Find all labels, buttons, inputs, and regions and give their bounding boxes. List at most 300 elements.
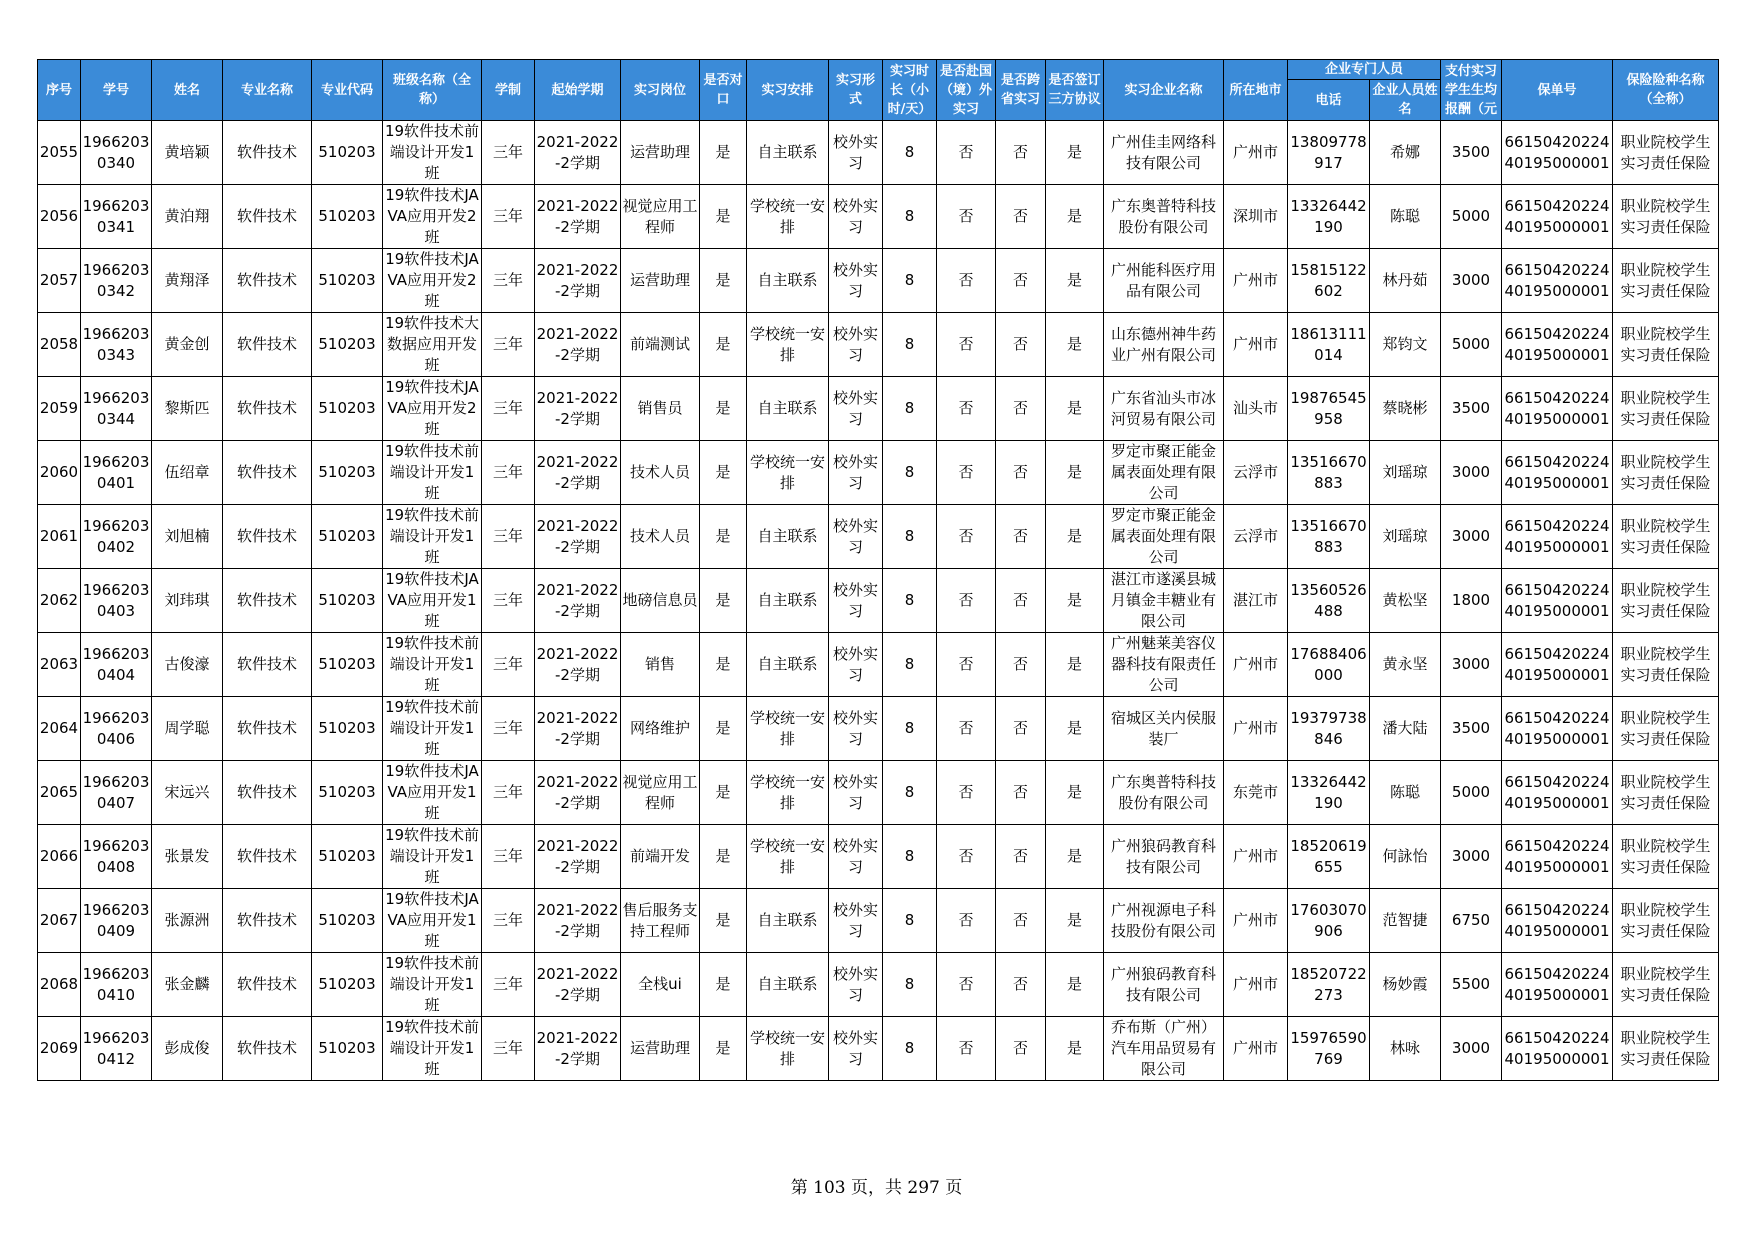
cell-text: 否 <box>958 975 974 993</box>
cell-arrangement <box>747 825 829 889</box>
cell-text: 运营助理 <box>629 143 690 161</box>
cell-text: 19软件技术前端设计开发1班 <box>384 506 480 566</box>
cell-text: 是 <box>715 143 731 161</box>
cell-text: 校外实习 <box>832 196 878 236</box>
cell-class-name <box>383 441 482 505</box>
cell-matched <box>700 953 747 1017</box>
cell-cross-province <box>996 697 1046 761</box>
cell-text: 3000 <box>1451 655 1491 673</box>
cell-text: 6750 <box>1451 911 1491 929</box>
cell-tripartite <box>1046 569 1104 633</box>
cell-seq <box>38 1017 81 1081</box>
internship-table <box>37 59 1719 1081</box>
cell-major-code <box>312 441 383 505</box>
cell-major-name <box>223 889 312 953</box>
cell-text: 网络维护 <box>629 719 690 737</box>
header-hours: 实习时长（小时/天） <box>883 60 937 121</box>
cell-text: 2021-2022-2学期 <box>536 900 619 940</box>
cell-duration <box>482 569 535 633</box>
cell-text: 否 <box>1012 847 1028 865</box>
cell-text: 广州狼码教育科技有限公司 <box>1110 836 1216 876</box>
cell-text: 5500 <box>1451 975 1491 993</box>
cell-matched <box>700 761 747 825</box>
cell-major-name <box>223 121 312 185</box>
cell-text: 三年 <box>492 911 523 929</box>
cell-contact-name <box>1370 825 1441 889</box>
cell-text: 19662030410 <box>82 964 150 1004</box>
cell-text: 否 <box>958 1039 974 1057</box>
header-matched: 是否对口 <box>700 60 747 121</box>
cell-text: 视觉应用工程师 <box>622 772 698 812</box>
cell-text: 是 <box>715 1039 731 1057</box>
cell-major-name <box>223 761 312 825</box>
cell-text: 职业院校学生实习责任保险 <box>1620 452 1711 492</box>
cell-company <box>1104 697 1224 761</box>
cell-text: 是 <box>715 655 731 673</box>
cell-class-name <box>383 889 482 953</box>
cell-cross-province <box>996 633 1046 697</box>
cell-seq <box>38 697 81 761</box>
cell-abroad <box>937 377 996 441</box>
cell-insurance <box>1613 697 1719 761</box>
cell-insurance <box>1613 633 1719 697</box>
cell-text: 否 <box>1012 335 1028 353</box>
cell-major-code <box>312 1017 383 1081</box>
cell-text: 职业院校学生实习责任保险 <box>1620 644 1711 684</box>
cell-major-name <box>223 569 312 633</box>
cell-name <box>152 505 223 569</box>
cell-text: 自主联系 <box>757 527 818 545</box>
cell-text: 张源洲 <box>164 911 210 929</box>
cell-text: 黄金创 <box>164 335 210 353</box>
cell-text: 校外实习 <box>832 772 878 812</box>
cell-text: 2063 <box>39 655 79 673</box>
cell-abroad <box>937 761 996 825</box>
cell-major-code <box>312 121 383 185</box>
cell-arrangement <box>747 761 829 825</box>
cell-text: 6615042022440195000001 <box>1504 1028 1610 1068</box>
cell-company <box>1104 185 1224 249</box>
cell-text: 8 <box>904 399 915 417</box>
cell-text: 三年 <box>492 271 523 289</box>
cell-text: 运营助理 <box>629 1039 690 1057</box>
header-major-code: 专业代码 <box>312 60 383 121</box>
cell-text: 郑钧文 <box>1382 335 1428 353</box>
cell-text: 刘瑶琼 <box>1382 463 1428 481</box>
cell-cross-province <box>996 953 1046 1017</box>
table-body <box>38 121 1719 1081</box>
cell-text: 自主联系 <box>757 271 818 289</box>
cell-form <box>829 249 883 313</box>
cell-text: 2021-2022-2学期 <box>536 196 619 236</box>
cell-text: 2056 <box>39 207 79 225</box>
cell-text: 校外实习 <box>832 836 878 876</box>
cell-contact-name <box>1370 441 1441 505</box>
cell-contact-name <box>1370 569 1441 633</box>
cell-tripartite <box>1046 441 1104 505</box>
cell-text: 周学聪 <box>164 719 210 737</box>
cell-text: 杨妙霞 <box>1382 975 1428 993</box>
cell-text: 三年 <box>492 463 523 481</box>
cell-text: 13809778917 <box>1290 132 1367 172</box>
cell-hours <box>883 697 937 761</box>
cell-text: 2021-2022-2学期 <box>536 516 619 556</box>
cell-start-term <box>535 761 621 825</box>
cell-position <box>621 249 700 313</box>
cell-text: 6615042022440195000001 <box>1504 708 1610 748</box>
cell-text: 校外实习 <box>832 900 878 940</box>
cell-text: 是 <box>715 783 731 801</box>
cell-duration <box>482 185 535 249</box>
cell-text: 广东奥普特科技股份有限公司 <box>1110 772 1216 812</box>
cell-city <box>1224 633 1288 697</box>
table-row <box>38 889 1719 953</box>
cell-text: 3500 <box>1451 399 1491 417</box>
cell-pay <box>1441 377 1502 441</box>
cell-abroad <box>937 313 996 377</box>
cell-text: 19软件技术JAVA应用开发2班 <box>385 378 479 438</box>
cell-form <box>829 313 883 377</box>
cell-student-id <box>81 953 152 1017</box>
cell-text: 是 <box>715 847 731 865</box>
table-row <box>38 569 1719 633</box>
cell-text: 6615042022440195000001 <box>1504 452 1610 492</box>
cell-arrangement <box>747 249 829 313</box>
cell-text: 希娜 <box>1390 143 1421 161</box>
cell-insurance <box>1613 505 1719 569</box>
cell-text: 软件技术 <box>236 655 297 673</box>
header-form: 实习形式 <box>829 60 883 121</box>
cell-text: 2060 <box>39 463 79 481</box>
cell-text: 是 <box>1066 975 1082 993</box>
cell-major-code <box>312 569 383 633</box>
cell-major-code <box>312 697 383 761</box>
cell-contact-name <box>1370 953 1441 1017</box>
cell-text: 广州市 <box>1232 911 1278 929</box>
cell-text: 是 <box>1066 655 1082 673</box>
cell-text: 否 <box>1012 527 1028 545</box>
cell-hours <box>883 249 937 313</box>
cell-position <box>621 825 700 889</box>
cell-text: 软件技术 <box>236 207 297 225</box>
cell-student-id <box>81 889 152 953</box>
cell-position <box>621 697 700 761</box>
cell-text: 广州市 <box>1232 1039 1278 1057</box>
cell-policy-no <box>1502 953 1613 1017</box>
cell-contact-name <box>1370 633 1441 697</box>
cell-position <box>621 121 700 185</box>
cell-company <box>1104 761 1224 825</box>
cell-text: 地磅信息员 <box>622 591 698 609</box>
cell-cross-province <box>996 121 1046 185</box>
cell-abroad <box>937 889 996 953</box>
cell-text: 黄泊翔 <box>164 207 210 225</box>
cell-text: 汕头市 <box>1232 399 1278 417</box>
cell-text: 校外实习 <box>832 580 878 620</box>
cell-text: 刘瑶琼 <box>1382 527 1428 545</box>
cell-duration <box>482 1017 535 1081</box>
header-class-name: 班级名称（全称） <box>383 60 482 121</box>
cell-text: 是 <box>1066 719 1082 737</box>
cell-text: 2064 <box>39 719 79 737</box>
cell-city <box>1224 121 1288 185</box>
cell-major-name <box>223 249 312 313</box>
cell-text: 软件技术 <box>236 271 297 289</box>
cell-text: 销售 <box>644 655 675 673</box>
cell-text: 否 <box>1012 463 1028 481</box>
cell-class-name <box>383 249 482 313</box>
cell-seq <box>38 377 81 441</box>
cell-position <box>621 633 700 697</box>
cell-pay <box>1441 121 1502 185</box>
header-tripartite: 是否签订三方协议 <box>1046 60 1104 121</box>
cell-text: 6615042022440195000001 <box>1504 260 1610 300</box>
cell-text: 潘大陆 <box>1382 719 1428 737</box>
cell-position <box>621 1017 700 1081</box>
cell-arrangement <box>747 1017 829 1081</box>
cell-name <box>152 121 223 185</box>
header-company: 实习企业名称 <box>1104 60 1224 121</box>
cell-pay <box>1441 505 1502 569</box>
cell-text: 19662030412 <box>82 1028 150 1068</box>
cell-text: 三年 <box>492 719 523 737</box>
cell-text: 否 <box>1012 975 1028 993</box>
cell-cross-province <box>996 761 1046 825</box>
cell-seq <box>38 633 81 697</box>
cell-duration <box>482 761 535 825</box>
cell-text: 否 <box>1012 399 1028 417</box>
cell-phone <box>1288 185 1370 249</box>
cell-name <box>152 953 223 1017</box>
cell-text: 510203 <box>318 463 376 481</box>
cell-company <box>1104 889 1224 953</box>
cell-insurance <box>1613 953 1719 1017</box>
cell-tripartite <box>1046 185 1104 249</box>
cell-contact-name <box>1370 1017 1441 1081</box>
cell-pay <box>1441 825 1502 889</box>
cell-text: 2021-2022-2学期 <box>536 388 619 428</box>
cell-abroad <box>937 569 996 633</box>
cell-text: 广州能科医疗用品有限公司 <box>1110 260 1216 300</box>
cell-text: 2066 <box>39 847 79 865</box>
cell-duration <box>482 953 535 1017</box>
cell-text: 广州市 <box>1232 335 1278 353</box>
table-row <box>38 441 1719 505</box>
cell-text: 软件技术 <box>236 463 297 481</box>
cell-class-name <box>383 825 482 889</box>
cell-hours <box>883 121 937 185</box>
cell-major-code <box>312 505 383 569</box>
cell-class-name <box>383 633 482 697</box>
cell-text: 全栈ui <box>638 975 682 993</box>
cell-text: 19662030404 <box>82 644 150 684</box>
cell-major-name <box>223 1017 312 1081</box>
cell-insurance <box>1613 569 1719 633</box>
cell-text: 2021-2022-2学期 <box>536 772 619 812</box>
cell-text: 17603070906 <box>1290 900 1367 940</box>
cell-position <box>621 889 700 953</box>
cell-contact-name <box>1370 505 1441 569</box>
cell-text: 510203 <box>318 591 376 609</box>
cell-city <box>1224 761 1288 825</box>
cell-cross-province <box>996 1017 1046 1081</box>
cell-tripartite <box>1046 825 1104 889</box>
table-row <box>38 633 1719 697</box>
cell-text: 8 <box>904 655 915 673</box>
cell-text: 否 <box>1012 719 1028 737</box>
cell-abroad <box>937 633 996 697</box>
cell-student-id <box>81 761 152 825</box>
cell-duration <box>482 249 535 313</box>
cell-phone <box>1288 697 1370 761</box>
cell-text: 13326442190 <box>1290 196 1367 236</box>
cell-text: 三年 <box>492 527 523 545</box>
cell-start-term <box>535 377 621 441</box>
header-student-id: 学号 <box>81 60 152 121</box>
cell-class-name <box>383 121 482 185</box>
cell-text: 8 <box>904 911 915 929</box>
cell-duration <box>482 377 535 441</box>
cell-policy-no <box>1502 889 1613 953</box>
cell-text: 19662030409 <box>82 900 150 940</box>
cell-start-term <box>535 441 621 505</box>
cell-text: 510203 <box>318 1039 376 1057</box>
cell-text: 校外实习 <box>832 1028 878 1068</box>
cell-form <box>829 505 883 569</box>
cell-text: 3500 <box>1451 719 1491 737</box>
cell-contact-name <box>1370 761 1441 825</box>
cell-start-term <box>535 953 621 1017</box>
cell-text: 否 <box>1012 1039 1028 1057</box>
cell-student-id <box>81 569 152 633</box>
cell-text: 否 <box>1012 591 1028 609</box>
cell-form <box>829 761 883 825</box>
cell-text: 黄松坚 <box>1382 591 1428 609</box>
cell-tripartite <box>1046 889 1104 953</box>
cell-text: 6615042022440195000001 <box>1504 196 1610 236</box>
cell-policy-no <box>1502 121 1613 185</box>
cell-text: 技术人员 <box>629 463 690 481</box>
cell-text: 2058 <box>39 335 79 353</box>
cell-seq <box>38 569 81 633</box>
cell-text: 19662030403 <box>82 580 150 620</box>
cell-form <box>829 121 883 185</box>
cell-text: 8 <box>904 335 915 353</box>
cell-text: 510203 <box>318 143 376 161</box>
cell-pay <box>1441 441 1502 505</box>
cell-duration <box>482 889 535 953</box>
cell-insurance <box>1613 313 1719 377</box>
cell-major-code <box>312 249 383 313</box>
cell-text: 19662030408 <box>82 836 150 876</box>
cell-seq <box>38 185 81 249</box>
cell-text: 19软件技术前端设计开发1班 <box>384 1018 480 1078</box>
cell-text: 职业院校学生实习责任保险 <box>1620 132 1711 172</box>
cell-text: 8 <box>904 1039 915 1057</box>
cell-policy-no <box>1502 441 1613 505</box>
cell-policy-no <box>1502 569 1613 633</box>
cell-text: 广州市 <box>1232 847 1278 865</box>
cell-text: 是 <box>1066 399 1082 417</box>
cell-text: 三年 <box>492 655 523 673</box>
cell-phone <box>1288 249 1370 313</box>
cell-major-code <box>312 313 383 377</box>
cell-form <box>829 633 883 697</box>
cell-text: 5000 <box>1451 335 1491 353</box>
cell-text: 3000 <box>1451 1039 1491 1057</box>
cell-tripartite <box>1046 953 1104 1017</box>
cell-cross-province <box>996 249 1046 313</box>
cell-student-id <box>81 185 152 249</box>
cell-text: 广州市 <box>1232 271 1278 289</box>
cell-text: 19软件技术JAVA应用开发2班 <box>385 250 479 310</box>
cell-text: 前端测试 <box>629 335 690 353</box>
table-row <box>38 185 1719 249</box>
cell-city <box>1224 825 1288 889</box>
cell-text: 职业院校学生实习责任保险 <box>1620 260 1711 300</box>
cell-city <box>1224 889 1288 953</box>
cell-text: 2021-2022-2学期 <box>536 452 619 492</box>
cell-seq <box>38 121 81 185</box>
cell-matched <box>700 569 747 633</box>
cell-text: 15815122602 <box>1290 260 1367 300</box>
cell-text: 罗定市聚正能金属表面处理有限公司 <box>1110 506 1216 566</box>
cell-student-id <box>81 697 152 761</box>
cell-text: 广州市 <box>1232 975 1278 993</box>
cell-abroad <box>937 953 996 1017</box>
cell-abroad <box>937 121 996 185</box>
cell-text: 林丹茹 <box>1382 271 1428 289</box>
cell-text: 软件技术 <box>236 719 297 737</box>
cell-hours <box>883 633 937 697</box>
cell-text: 陈聪 <box>1390 783 1421 801</box>
cell-city <box>1224 441 1288 505</box>
cell-text: 学校统一安排 <box>749 452 825 492</box>
cell-class-name <box>383 1017 482 1081</box>
cell-matched <box>700 441 747 505</box>
cell-text: 2021-2022-2学期 <box>536 644 619 684</box>
cell-city <box>1224 313 1288 377</box>
table-row <box>38 249 1719 313</box>
cell-class-name <box>383 313 482 377</box>
cell-hours <box>883 441 937 505</box>
cell-text: 2061 <box>39 527 79 545</box>
cell-student-id <box>81 313 152 377</box>
cell-pay <box>1441 569 1502 633</box>
cell-tripartite <box>1046 505 1104 569</box>
cell-policy-no <box>1502 377 1613 441</box>
cell-text: 乔布斯（广州）汽车用品贸易有限公司 <box>1110 1018 1216 1078</box>
cell-insurance <box>1613 1017 1719 1081</box>
cell-company <box>1104 569 1224 633</box>
cell-arrangement <box>747 953 829 1017</box>
cell-text: 510203 <box>318 719 376 737</box>
cell-text: 运营助理 <box>629 271 690 289</box>
cell-cross-province <box>996 569 1046 633</box>
cell-company <box>1104 121 1224 185</box>
cell-text: 否 <box>958 911 974 929</box>
cell-major-code <box>312 889 383 953</box>
cell-text: 3500 <box>1451 143 1491 161</box>
cell-phone <box>1288 953 1370 1017</box>
header-city: 所在地市 <box>1224 60 1288 121</box>
cell-text: 软件技术 <box>236 975 297 993</box>
cell-text: 黎斯匹 <box>164 399 210 417</box>
cell-text: 湛江市 <box>1232 591 1278 609</box>
cell-major-code <box>312 377 383 441</box>
cell-text: 软件技术 <box>236 527 297 545</box>
cell-text: 校外实习 <box>832 132 878 172</box>
